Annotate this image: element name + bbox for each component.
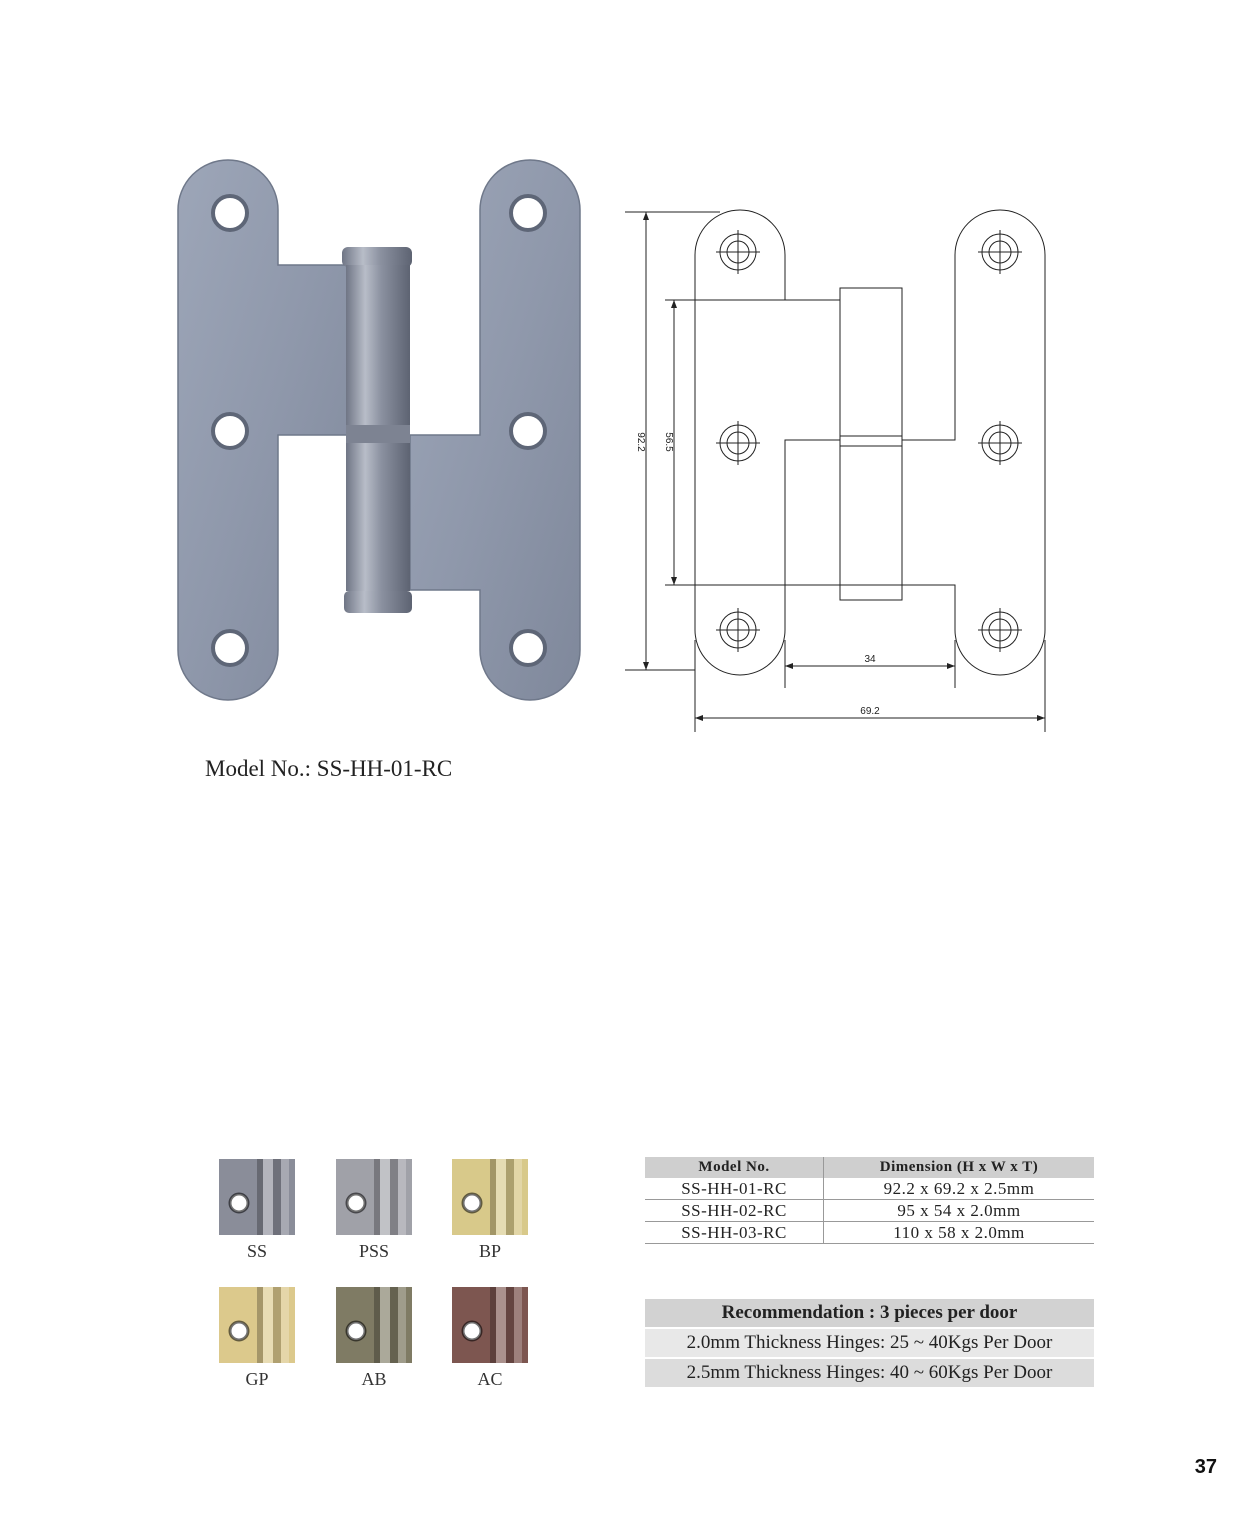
hinge-detail-icon — [219, 1287, 295, 1363]
recommendation-block — [645, 1299, 1094, 1389]
finish-label: AB — [361, 1369, 387, 1389]
dim-overall-height: 92.2 — [635, 432, 646, 452]
finish-label: AC — [477, 1369, 503, 1389]
hinge-photo — [170, 155, 590, 715]
page-number: 37 — [1194, 1456, 1217, 1478]
cell-dimension: 92.2 x 69.2 x 2.5mm — [824, 1178, 1095, 1200]
dim-center-width: 34 — [864, 654, 876, 665]
hinge-detail-icon — [336, 1287, 412, 1363]
hinge-detail-icon — [452, 1159, 528, 1235]
recommendation-title: Recommendation : 3 pieces per door — [645, 1299, 1094, 1329]
cell-model: SS-HH-01-RC — [645, 1178, 824, 1200]
recommendation-line: 2.0mm Thickness Hinges: 25 ~ 40Kgs Per Door — [645, 1329, 1094, 1359]
cell-model: SS-HH-03-RC — [645, 1222, 824, 1244]
cell-dimension: 95 x 54 x 2.0mm — [824, 1200, 1095, 1222]
dim-overall-width: 69.2 — [860, 706, 880, 717]
header-model-no: Model No. — [645, 1157, 824, 1178]
recommendation-line: 2.5mm Thickness Hinges: 40 ~ 60Kgs Per Door — [645, 1359, 1094, 1389]
table-row — [645, 1200, 1094, 1222]
hinge-detail-icon — [452, 1287, 528, 1363]
hinge-technical-drawing — [620, 200, 1060, 740]
table-row — [645, 1222, 1094, 1244]
spec-table — [645, 1157, 1094, 1244]
finish-label: PSS — [358, 1241, 390, 1261]
spec-table-header — [645, 1157, 1094, 1178]
table-row — [645, 1178, 1094, 1200]
cell-dimension: 110 x 58 x 2.0mm — [824, 1222, 1095, 1244]
hinge-detail-icon — [336, 1159, 412, 1235]
finish-label: GP — [245, 1369, 269, 1389]
finish-label: BP — [478, 1241, 502, 1261]
hinge-detail-icon — [219, 1159, 295, 1235]
finish-swatch-ac — [452, 1287, 528, 1363]
finish-swatch-ss — [219, 1159, 295, 1235]
finish-swatch-ab — [336, 1287, 412, 1363]
finish-swatch-gp — [219, 1287, 295, 1363]
model-caption: Model No.: SS-HH-01-RC — [205, 756, 453, 781]
dim-inner-height: 56.5 — [663, 432, 674, 452]
finish-swatch-bp — [452, 1159, 528, 1235]
header-dimension: Dimension (H x W x T) — [824, 1157, 1095, 1178]
finish-label: SS — [246, 1241, 268, 1261]
cell-model: SS-HH-02-RC — [645, 1200, 824, 1222]
finish-swatch-pss — [336, 1159, 412, 1235]
